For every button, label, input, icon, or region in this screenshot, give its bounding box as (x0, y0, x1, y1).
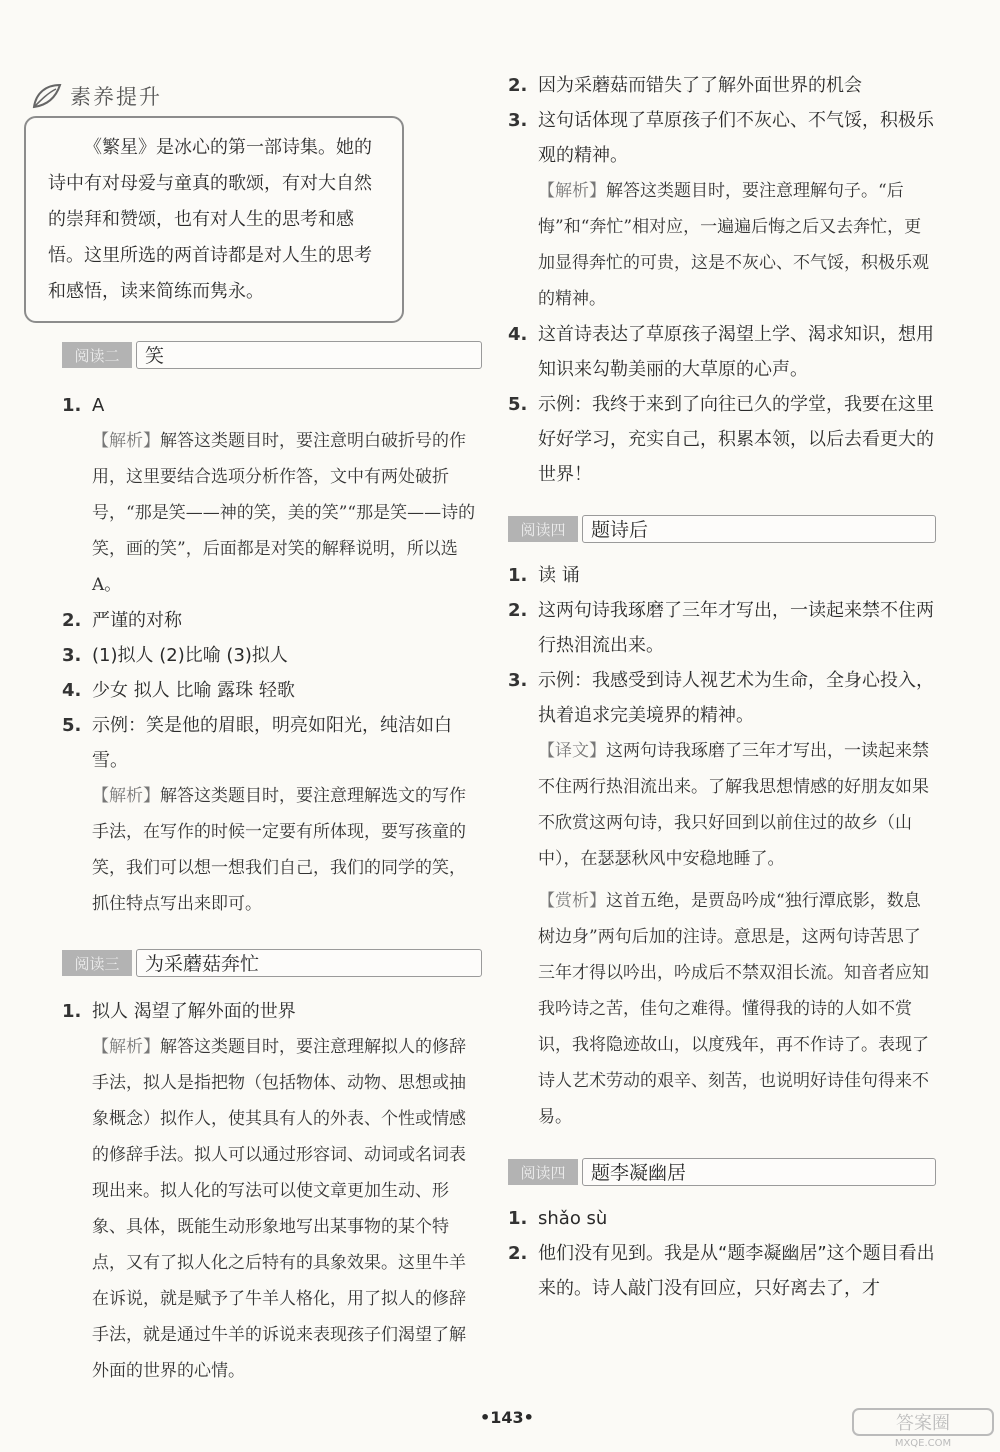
svg-text:答案圈: 答案圈 (896, 1413, 950, 1434)
kicker-label: 素养提升 (70, 85, 162, 109)
section-header (62, 340, 482, 370)
section-header (508, 514, 936, 544)
appreciation: 【赏析】这首五绝，是贾岛吟成“独行潭底影，数息树边身”两句后加的注诗。意思是，这两句诗苦思了三年才得以吟出，吟成后不禁双泪长流。知音者应知我吟诗之苦，佳句之难得。懂得我的诗的人如不赏识，我将隐迹故山，以度残年，再不作诗了。表现了诗人艺术劳动的艰辛、刻苦，也说明好诗佳句得来不易。 (538, 891, 929, 1127)
answer-item: 2. 他们没有见到。我是从“题李凝幽居”这个题目看出来的。诗人敲门没有回应，只好离去了，才 (508, 1243, 935, 1299)
answer-item: 3. 这句话体现了草原孩子们不灰心、不气馁，积极乐观的精神。 (508, 110, 934, 166)
analysis: 【解析】解答这类题目时，要注意理解拟人的修辞手法，拟人是指把物（包括物体、动物、思想或抽象概念）拟作人，使其具有人的外表、个性或情感的修辞手法。拟人可以通过形容词、动词或名词表现出来。拟人化的写法可以使文章更加生动、形象、具体，既能生动形象地写出某事物的某个特点，又有了拟人化之后特有的具象效果。这里牛羊在诉说，就是赋予了牛羊人格化，用了拟人的修辞手法，就是通过牛羊的诉说来表现孩子们渴望了解外面的世界的心情。 (92, 1037, 466, 1381)
answer-item: 3. 示例：我感受到诗人视艺术为生命，全身心投入，执着追求完美境界的精神。 (508, 670, 934, 726)
answer-item: 1. 读 诵 (508, 565, 580, 586)
page-number: •143• (480, 1408, 534, 1427)
summary-box (24, 116, 404, 323)
answer-item: 5. 示例：我终于来到了向往已久的学堂，我要在这里好好学习，充实自己，积累本领，以后去看更大的世界！ (508, 394, 934, 485)
answer-item: 4. 少女 拟人 比喻 露珠 轻歌 (62, 680, 295, 701)
answer-item: 2. 这两句诗我琢磨了三年才写出，一读起来禁不住两行热泪流出来。 (508, 600, 934, 656)
translation: 【译文】这两句诗我琢磨了三年才写出，一读起来禁不住两行热泪流出来。了解我思想情感的好朋友如果不欣赏这两句诗，我只好回到以前住过的故乡（山中），在瑟瑟秋风中安稳地睡了。 (538, 741, 929, 869)
answer-item: 2. 因为采蘑菇而错失了了解外面世界的机会 (508, 75, 862, 96)
section-tag: 阅读三 (62, 950, 132, 976)
section-tag: 阅读二 (62, 342, 132, 368)
watermark-logo (852, 1408, 994, 1448)
section-title: 题李凝幽居 (582, 1158, 936, 1186)
right-column (508, 68, 936, 1306)
answer-item: 5. 示例：笑是他的眉眼，明亮如阳光，纯洁如白雪。 (62, 715, 452, 771)
section-title: 题诗后 (582, 515, 936, 543)
answer-item: 1. 拟人 渴望了解外面的世界 (62, 1001, 296, 1022)
section-header (508, 1157, 936, 1187)
answer-item: 2. 严谨的对称 (62, 610, 182, 631)
answer-item: 1. shǎo sù (508, 1208, 608, 1229)
answer-item: 3. (1)拟人 (2)比喻 (3)拟人 (62, 645, 288, 666)
analysis: 【解析】解答这类题目时，要注意理解句子。“后悔”和“奔忙”相对应，一遍遍后悔之后又去奔忙，更加显得奔忙的可贵，这是不灰心、不气馁，积极乐观的精神。 (538, 181, 929, 309)
answer-item: 1. A (62, 395, 105, 416)
summary-text: 《繁星》是冰心的第一部诗集。她的诗中有对母爱与童真的歌颂，有对大自然的崇拜和赞颂，也有对人生的思考和感悟。这里所选的两首诗都是对人生的思考和感悟，读来简练而隽永。 (48, 137, 372, 302)
section-header (62, 948, 482, 978)
section-tag: 阅读四 (508, 1159, 578, 1185)
answer-item: 4. 这首诗表达了草原孩子渴望上学、渴求知识，想用知识来勾勒美丽的大草原的心声。 (508, 324, 934, 380)
svg-text:MXQE.COM: MXQE.COM (894, 1438, 952, 1448)
section-tag: 阅读四 (508, 516, 578, 542)
leaf-icon (30, 81, 64, 111)
analysis: 【解析】解答这类题目时，要注意理解选文的写作手法，在写作的时候一定要有所体现，要写孩童的笑，我们可以想一想我们自己，我们的同学的笑，抓住特点写出来即可。 (92, 786, 466, 914)
section-title: 笑 (136, 341, 482, 369)
left-column (62, 340, 482, 1389)
section-kicker (30, 78, 162, 114)
analysis: 【解析】解答这类题目时，要注意明白破折号的作用，这里要结合选项分析作答，文中有两处破折号，“那是笑——神的笑，美的笑”“那是笑——诗的笑，画的笑”，后面都是对笑的解释说明，所以选A。 (92, 431, 476, 595)
section-title: 为采蘑菇奔忙 (136, 949, 482, 977)
